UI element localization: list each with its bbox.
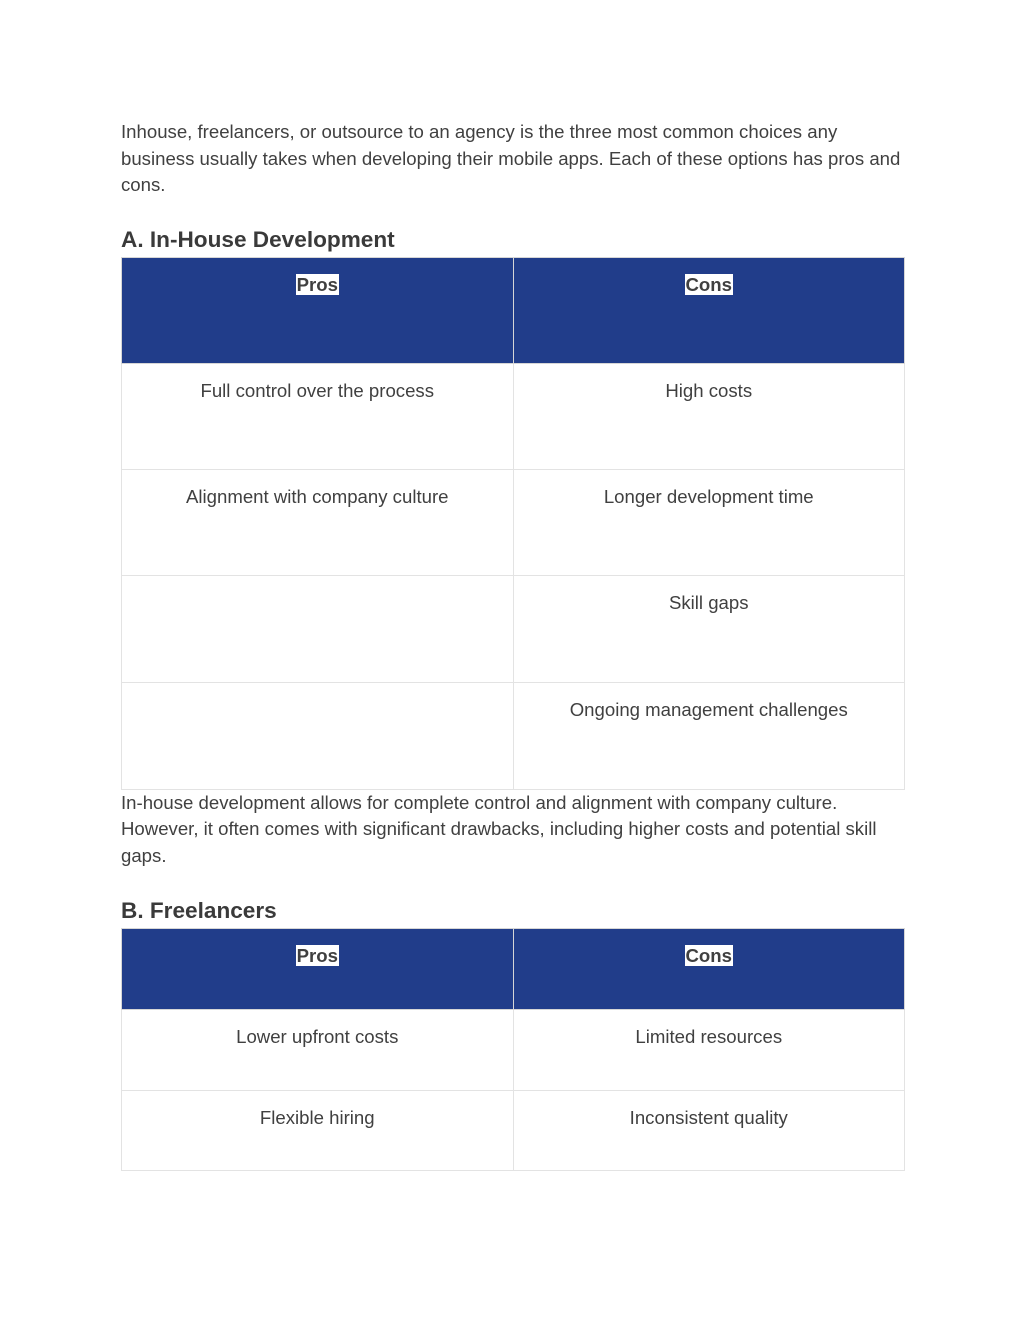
- in-house-summary-paragraph: In-house development allows for complete control and alignment with company culture. However, it often comes with significant drawbacks, including higher costs and potential skill gaps.: [121, 791, 877, 866]
- pro-cell: Flexible hiring: [122, 1090, 514, 1170]
- pros-header-cell: [122, 928, 514, 1009]
- pros-header-label: Pros: [296, 273, 338, 295]
- table-row: [122, 363, 905, 469]
- con-cell: Limited resources: [513, 1009, 905, 1090]
- pro-cell: Alignment with company culture: [122, 469, 514, 575]
- con-cell: Skill gaps: [513, 575, 905, 682]
- con-cell: Inconsistent quality: [513, 1090, 905, 1170]
- table-header-row: [122, 928, 905, 1009]
- table-header-row: [122, 257, 905, 363]
- con-cell: Ongoing management challenges: [513, 682, 905, 789]
- in-house-pros-cons-table: [121, 257, 905, 790]
- con-cell: Longer development time: [513, 469, 905, 575]
- pro-cell: [122, 575, 514, 682]
- pros-header-label: Pros: [296, 944, 338, 966]
- cons-header-label: Cons: [685, 944, 732, 966]
- pro-cell: Full control over the process: [122, 363, 514, 469]
- freelancers-pros-cons-table: [121, 928, 905, 1171]
- table-row: [122, 1090, 905, 1170]
- pro-cell: [122, 682, 514, 789]
- document-body: [121, 119, 905, 1171]
- table-row: [122, 1009, 905, 1090]
- intro-paragraph: Inhouse, freelancers, or outsource to an agency is the three most common choices any business usually takes when developing their mobile apps. Each of these options has pros and cons.: [121, 121, 901, 196]
- table-row: [122, 575, 905, 682]
- pro-cell: Lower upfront costs: [122, 1009, 514, 1090]
- section-heading-freelancers: B. Freelancers: [121, 897, 277, 923]
- pros-header-cell: [122, 257, 514, 363]
- cons-header-cell: [513, 928, 905, 1009]
- table-row: [122, 469, 905, 575]
- cons-header-cell: [513, 257, 905, 363]
- table-row: [122, 682, 905, 789]
- con-cell: High costs: [513, 363, 905, 469]
- cons-header-label: Cons: [685, 273, 732, 295]
- section-heading-in-house: A. In-House Development: [121, 226, 395, 252]
